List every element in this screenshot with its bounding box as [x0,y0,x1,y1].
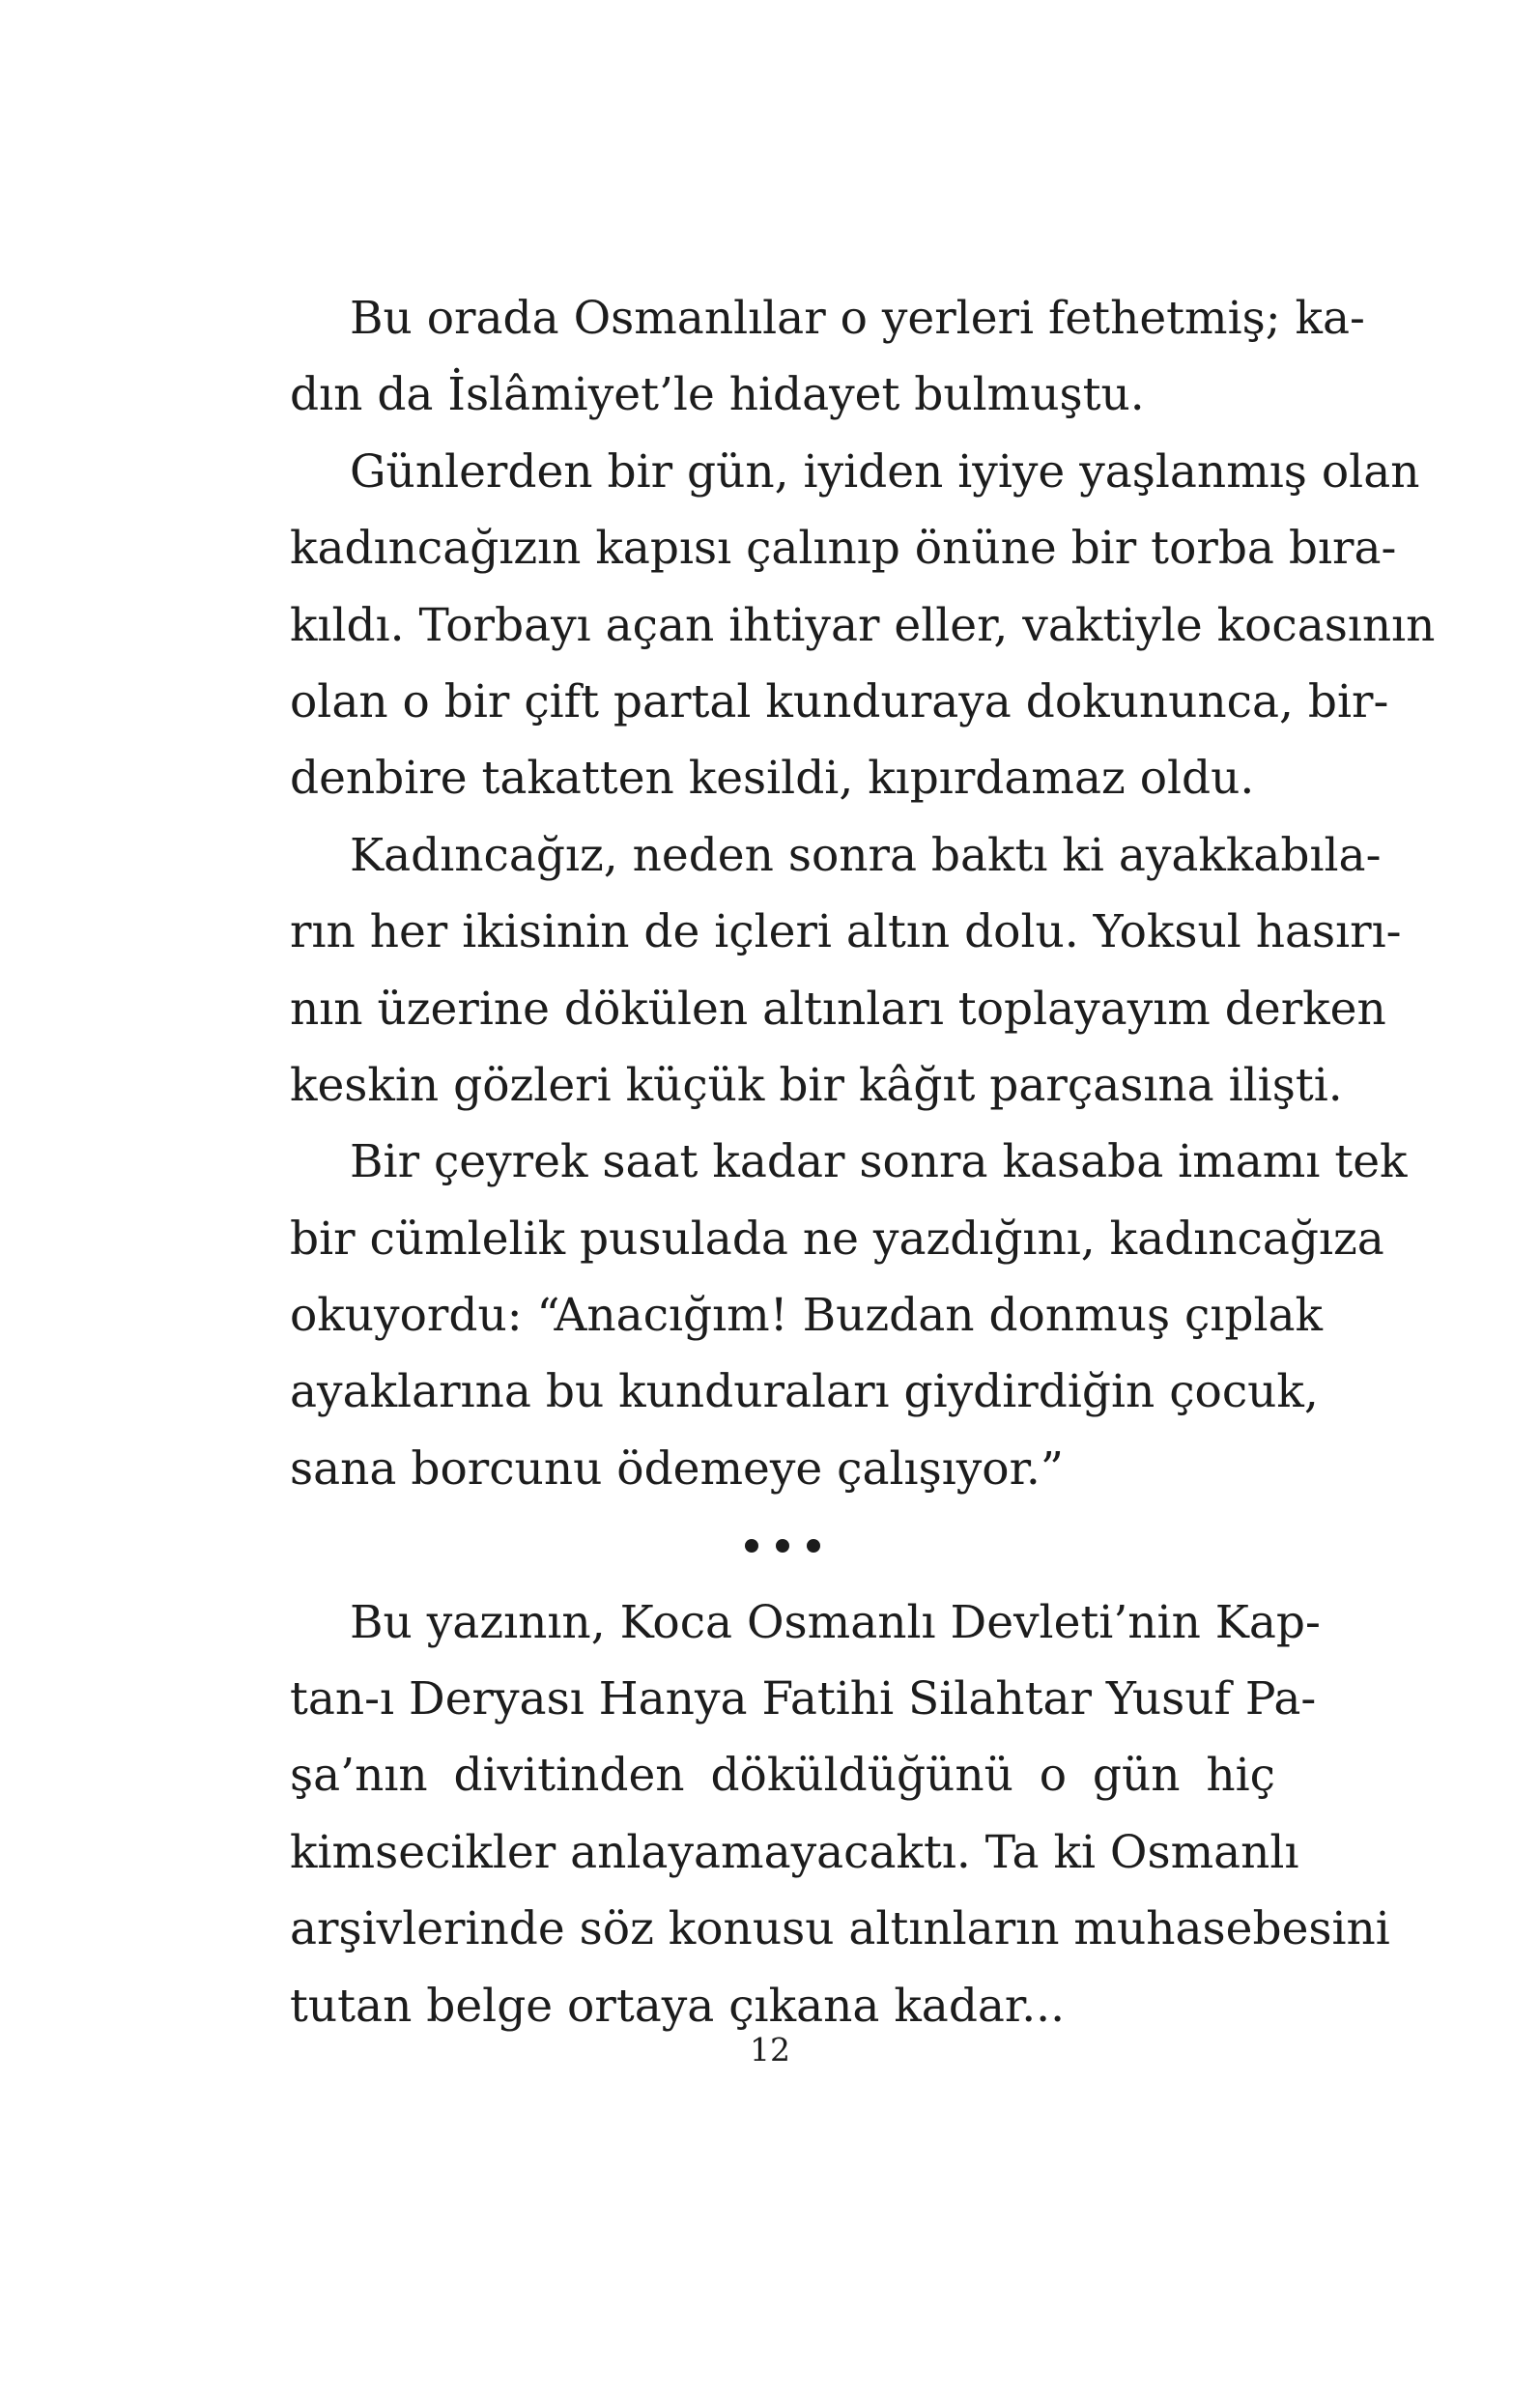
text-line: ayaklarına bu kunduraları giydirdiğin çocuk, [290,1365,1319,1419]
separator-dot-icon [745,1539,758,1553]
separator-dot-icon [776,1539,789,1553]
text-line: arşivlerinde söz konusu altınların muhasebesini [290,1902,1390,1956]
text-line: Kadıncağız, neden sonra baktı ki ayakkabıla- [350,828,1382,882]
text-line: kadıncağızın kapısı çalınıp önüne bir torba bıra- [290,522,1397,576]
text-line: sana borcunu ödemeye çalışıyor.” [290,1441,1064,1496]
text-line: olan o bir çift partal kunduraya dokununca, bir- [290,674,1389,728]
page-body [290,280,1436,2044]
text-line: bir cümlelik pusulada ne yazdığını, kadıncağıza [290,1212,1384,1266]
paragraph [290,1124,1408,1507]
separator-dot-icon [807,1539,820,1553]
paragraph [290,817,1402,1125]
page-number: 12 [750,2031,790,2068]
text-line: denbire takatten kesildi, kıpırdamaz oldu. [290,752,1255,806]
section-separator [290,1507,1275,1583]
text-line: kimsecikler anlayamayacaktı. Ta ki Osmanlı [290,1825,1299,1879]
text-line: keskin gözleri küçük bir kâğıt parçasına ilişti. [290,1058,1343,1112]
text-line: rın her ikisinin de içleri altın dolu. Yoksul hasırı- [290,905,1402,959]
text-line: nın üzerine dökülen altınları toplayayım derken [290,982,1386,1036]
text-line: tan-ı Deryası Hanya Fatihi Silahtar Yusuf Pa- [290,1672,1317,1726]
text-line: tutan belge ortaya çıkana kadar... [290,1979,1066,2033]
text-line: Bir çeyrek saat kadar sonra kasaba imamı tek [350,1135,1408,1189]
paragraph [290,280,1365,434]
text-line: Bu yazının, Koca Osmanlı Devleti’nin Kap- [350,1595,1321,1649]
paragraph [290,434,1436,817]
text-line: Günlerden bir gün, iyiden iyiye yaşlanmış olan [350,444,1420,499]
text-line: dın da İslâmiyet’le hidayet bulmuştu. [290,368,1145,422]
text-line: Bu orada Osmanlılar o yerleri fethetmiş; ka- [350,292,1365,345]
paragraph [290,1584,1390,2044]
text-line: okuyordu: “Anacığım! Buzdan donmuş çıplak [290,1289,1323,1343]
text-line: şa’nın divitinden döküldüğünü o gün hiç [290,1749,1275,1803]
text-line: kıldı. Torbayı açan ihtiyar eller, vaktiyle kocasının [290,598,1436,652]
